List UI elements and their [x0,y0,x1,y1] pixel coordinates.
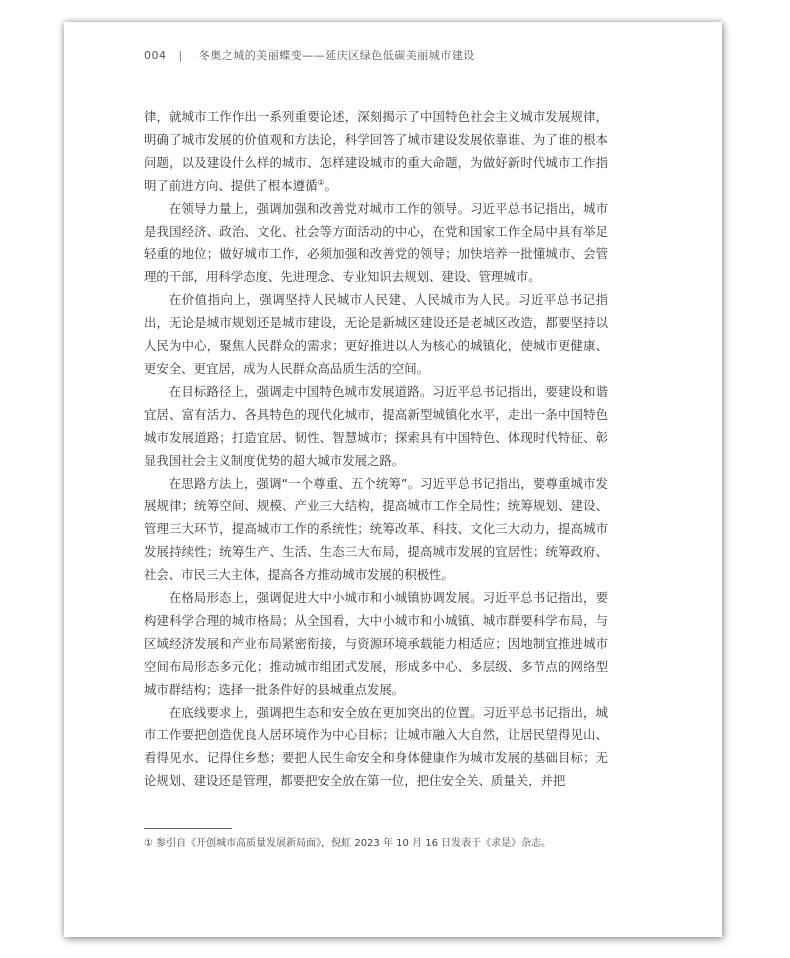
footnote-mark: ① [144,838,153,849]
paragraph-bottom-line: 在底线要求上，强调把生态和安全放在更加突出的位置。习近平总书记指出，城市工作要把创造优良人居环境作为中心目标；让城市融入大自然，让居民望得见山、看得见水、记得住乡愁；要把人民生命安全和身体健康作为城市发展的基础目标；无论规划、建设还是管理，都要把安全放在第一位，把住安全关、质量关，并把 [144,704,608,789]
body-text [144,106,608,793]
footnote [144,834,551,849]
page-number: 004 [144,49,167,62]
paragraph-layout: 在格局形态上，强调促进大中小城市和小城镇协调发展。习近平总书记指出，要构建科学合理的城市格局；从全国看，大中小城市和小城镇、城市群要科学布局，与区域经济发展和产业布局紧密衔接，与资源环境承载能力相适应；因地制宜推进城市空间布局形态多元化；推动城市组团式发展，形成多中心、多层级、多节点的网络型城市群结构；选择一批条件好的县城重点发展。 [144,590,608,697]
paragraph-tail: 。 [324,177,338,193]
running-header [144,47,475,63]
header-separator: | [178,49,183,62]
running-title: 冬奥之城的美丽蝶变——延庆区绿色低碳美丽城市建设 [198,49,475,62]
paragraph-leadership: 在领导力量上，强调加强和改善党对城市工作的领导。习近平总书记指出，城市是我国经济、政治、文化、社会等方面活动的中心，在党和国家工作全局中具有举足轻重的地位；做好城市工作，必须加强和改善党的领导；加快培养一批懂城市、会管理的干部，用科学态度、先进理念、专业知识去规划、建设、管理城市。 [144,200,608,285]
book-page [64,22,722,937]
footnote-reference[interactable]: ① [317,177,325,187]
paragraph-continued [144,106,608,198]
paragraph-text: 律，就城市工作作出一系列重要论述，深刻揭示了中国特色社会主义城市发展规律，明确了城市发展的价值观和方法论，科学回答了城市建设发展依靠谁、为了谁的根本问题，以及建设什么样的城市、怎样建设城市的重大命题，为做好新时代城市工作指明了前进方向、提供了根本遵循 [144,109,608,193]
footnote-text: 参引自《开创城市高质量发展新局面》，倪虹 2023 年 10 月 16 日发表于《求是》杂志。 [156,838,552,849]
paragraph-methods: 在思路方法上，强调“一个尊重、五个统筹”。习近平总书记指出，要尊重城市发展规律；统筹空间、规模、产业三大结构，提高城市工作全局性；统筹规划、建设、管理三大环节，提高城市工作的系统性；统筹改革、科技、文化三大动力，提高城市发展持续性；统筹生产、生活、生态三大布局，提高城市发展的宜居性；统筹政府、社会、市民三大主体，提高各方推动城市发展的积极性。 [144,475,608,583]
paragraph-goals: 在目标路径上，强调走中国特色城市发展道路。习近平总书记指出，要建设和谐宜居、富有活力、各具特色的现代化城市，提高新型城镇化水平，走出一条中国特色城市发展道路；打造宜居、韧性、智慧城市；探索具有中国特色、体现时代特征、彰显我国社会主义制度优势的超大城市发展之路。 [144,383,608,468]
footnote-divider [144,828,232,829]
paragraph-values: 在价值指向上，强调坚持人民城市人民建、人民城市为人民。习近平总书记指出，无论是城市规划还是城市建设，无论是新城区建设还是老城区改造，都要坚持以人民为中心，聚焦人民群众的需求；更好推进以人为核心的城镇化，使城市更健康、更安全、更宜居，成为人民群众高品质生活的空间。 [144,292,608,376]
